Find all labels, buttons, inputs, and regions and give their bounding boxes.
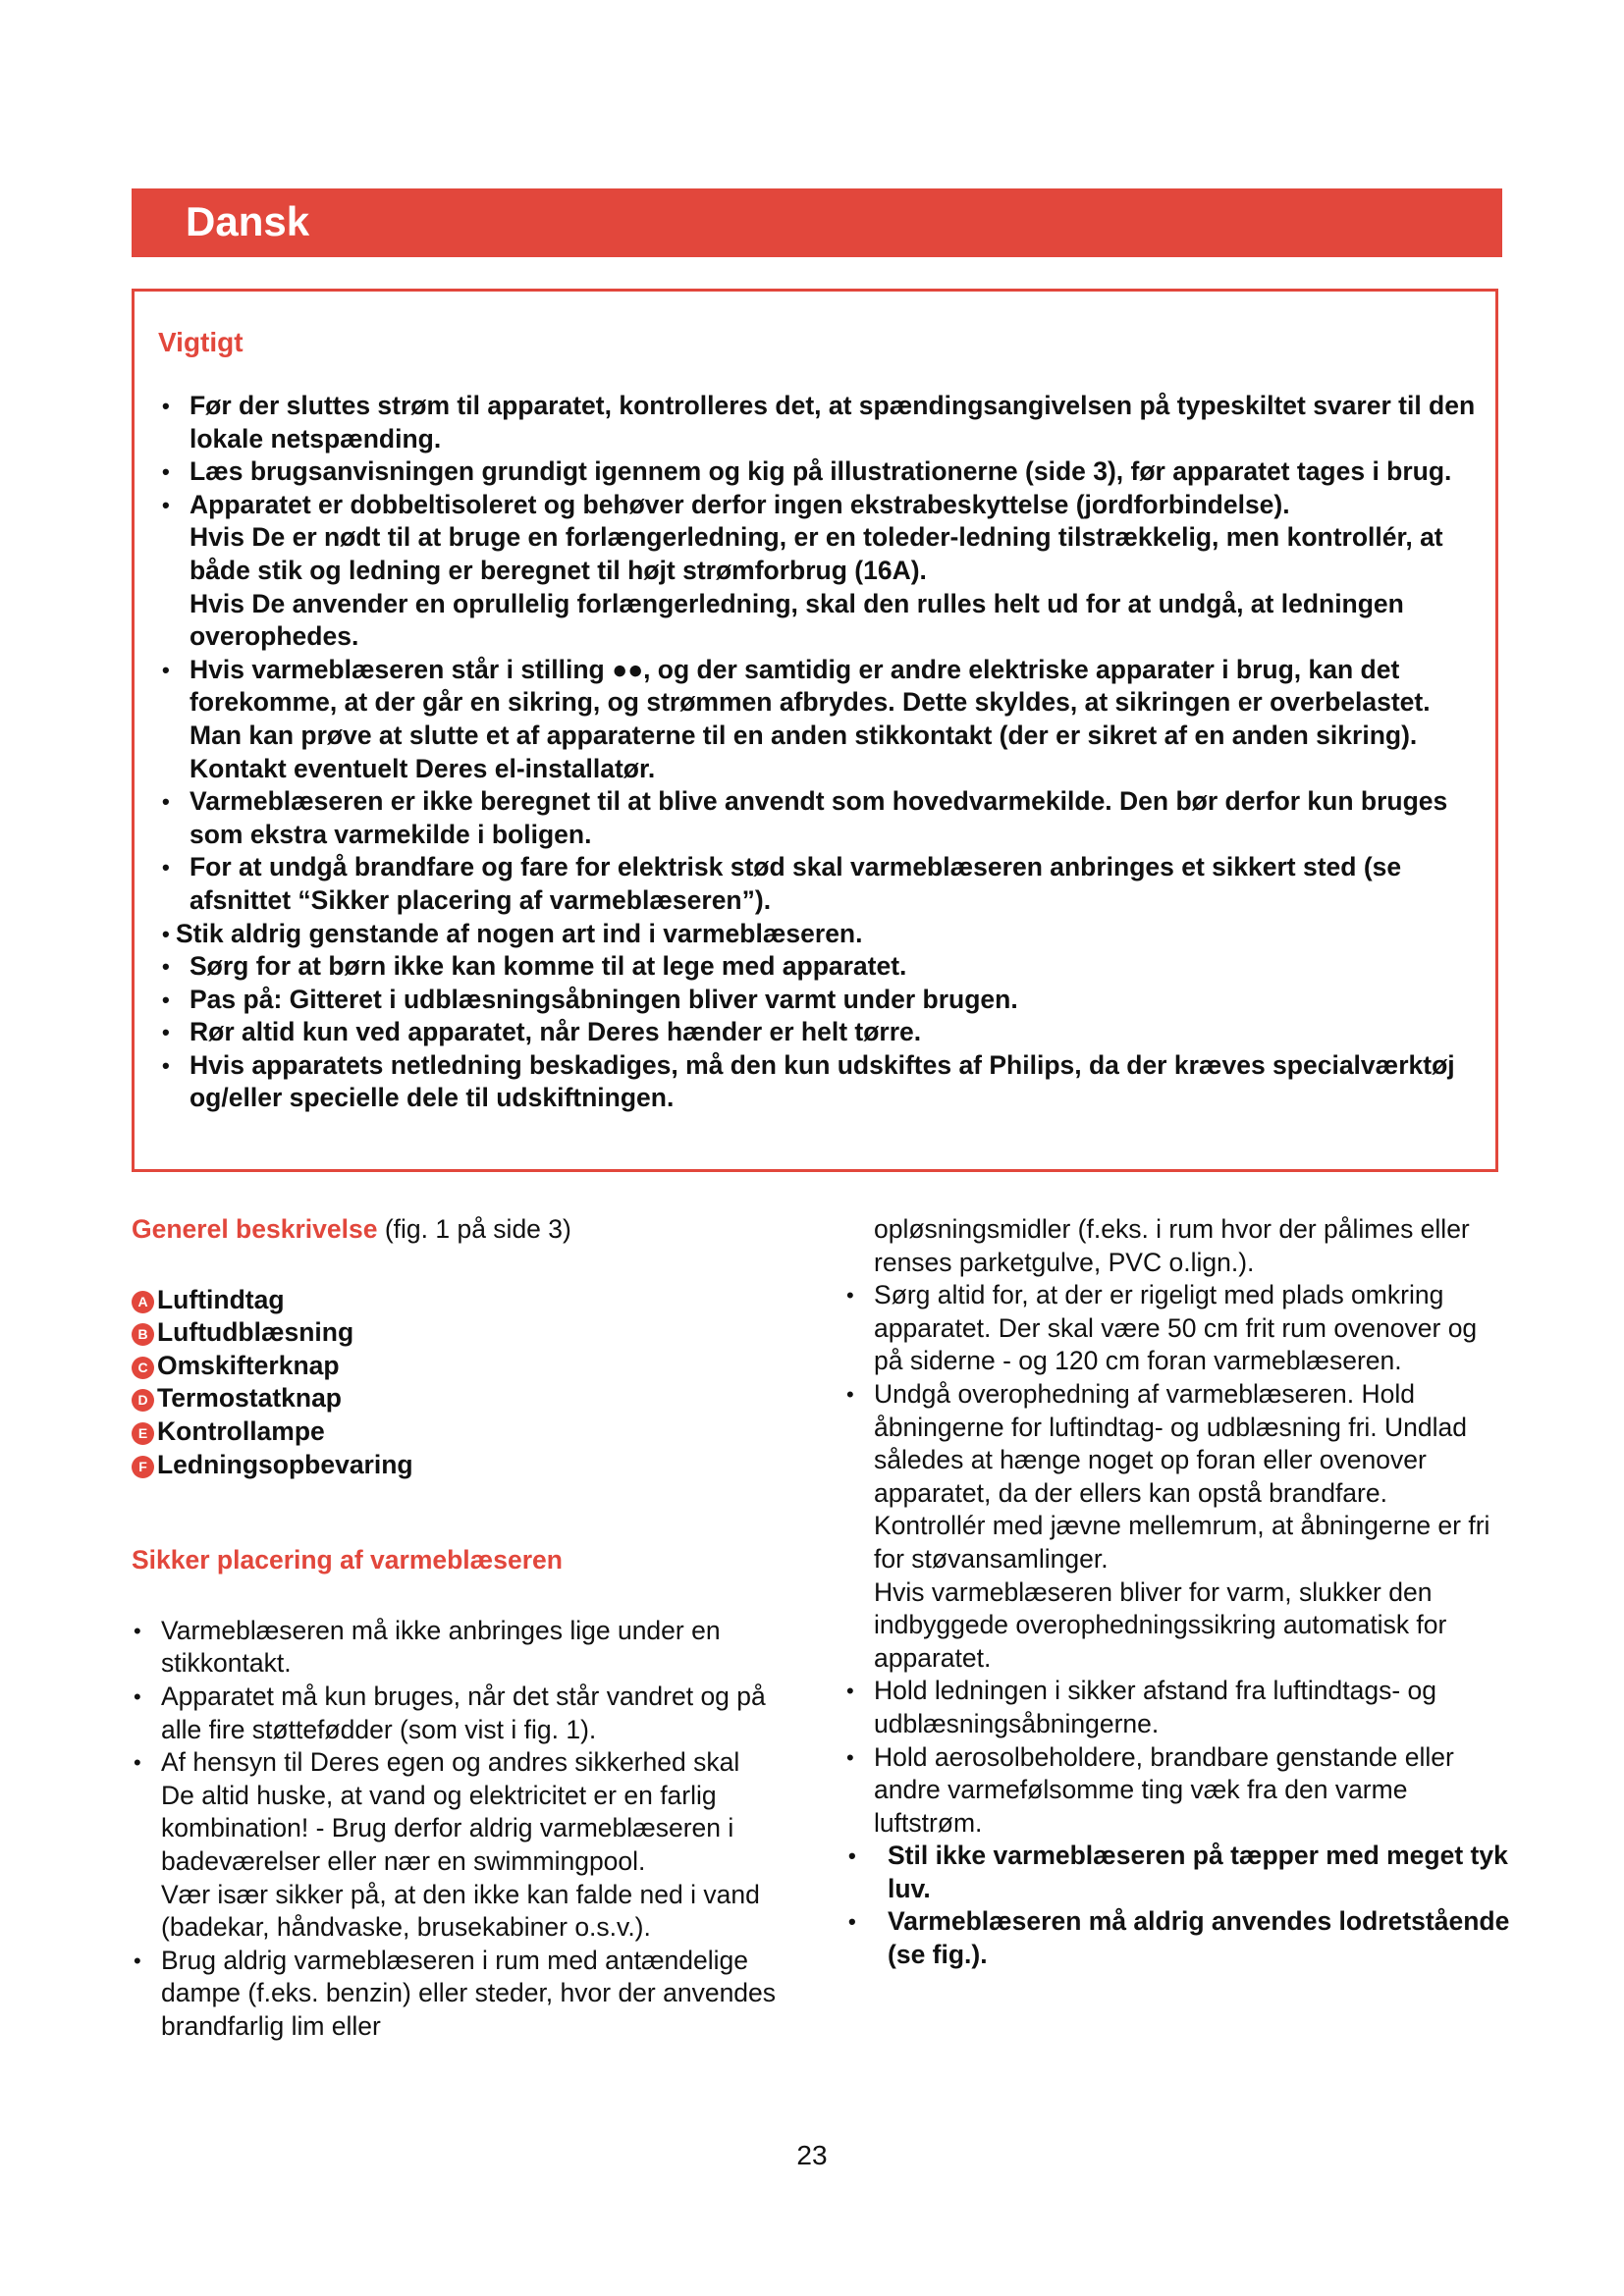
part-letter-d-icon: D [132, 1389, 154, 1412]
safe-placement-item: • Sørg altid for, at der er rigeligt med plads omkring apparatet. Der skal være 50 cm frit rum ovenover og på siderne - og 120 cm foran varmeblæseren. [844, 1279, 1512, 1378]
important-item: • Hvis apparatets netledning beskadiges, må den kun udskiftes af Philips, da der kræves specialværktøj og/eller specielle dele til udskiftningen. [158, 1049, 1479, 1115]
important-list [158, 390, 1479, 1115]
language-title: Dansk [186, 198, 310, 244]
warning-item: • Stil ikke varmeblæseren på tæpper med meget tyk luv. [844, 1840, 1512, 1905]
part-item: A Luftindtag [132, 1284, 780, 1317]
important-item: • Sørg for at børn ikke kan komme til at lege med apparatet. [158, 950, 1479, 984]
left-column [132, 1213, 780, 2043]
right-column [844, 1213, 1512, 1972]
part-letter-f-icon: F [132, 1456, 154, 1478]
important-item: • Varmeblæseren er ikke beregnet til at blive anvendt som hovedvarmekilde. Den bør derfor kun bruges som ekstra varmekilde i boligen. [158, 785, 1479, 851]
part-item: E Kontrollampe [132, 1415, 780, 1449]
safe-placement-item: • Af hensyn til Deres egen og andres sikkerhed skal De altid huske, at vand og elektricitet er en farlig kombination! - Brug derfor aldrig varmeblæseren i badeværelser eller nær en swimmingpool. Vær især sikker på, at den ikke kan falde ned i vand (badekar, håndvaske, brusekabiner o.s.v.). [132, 1746, 780, 1945]
safe-placement-item: • Apparatet må kun bruges, når det står vandret og på alle fire støttefødder (som vist i fig. 1). [132, 1681, 780, 1746]
important-item: • Apparatet er dobbeltisoleret og behøver derfor ingen ekstrabeskyttelse (jordforbindelse). Hvis De er nødt til at bruge en forlængerledning, er en toleder-ledning tilstrækkelig, men kontrollér, at både stik og ledning er beregnet til højt strømforbrug (16A). Hvis De anvender en oprullelig forlængerledning, skal den rulles helt ud for at undgå, at ledningen overophedes. [158, 489, 1479, 654]
safe-placement-item: • Varmeblæseren må ikke anbringes lige under en stikkontakt. [132, 1615, 780, 1681]
figure-reference: (fig. 1 på side 3) [384, 1214, 571, 1244]
part-item: D Termostatknap [132, 1382, 780, 1415]
part-letter-b-icon: B [132, 1323, 154, 1346]
page-number: 23 [796, 2140, 828, 2170]
safe-placement-list-continued [844, 1279, 1512, 1971]
part-item: C Omskifterknap [132, 1350, 780, 1383]
part-letter-e-icon: E [132, 1422, 154, 1445]
language-header-bar [132, 188, 1502, 257]
continuation-text: opløsningsmidler (f.eks. i rum hvor der pålimes eller renses parketgulve, PVC o.lign.). [874, 1214, 1470, 1277]
part-item: F Ledningsopbevaring [132, 1449, 780, 1482]
important-item: • For at undgå brandfare og fare for elektrisk stød skal varmeblæseren anbringes et sikkert sted (se afsnittet “Sikker placering af varmeblæseren”). [158, 851, 1479, 917]
important-item: • Rør altid kun ved apparatet, når Deres hænder er helt tørre. [158, 1016, 1479, 1049]
part-letter-c-icon: C [132, 1357, 154, 1379]
general-description-heading: Generel beskrivelse (fig. 1 på side 3) [132, 1214, 571, 1244]
important-item: • Før der sluttes strøm til apparatet, kontrolleres det, at spændingsangivelsen på typeskiltet svarer til den lokale netspænding. [158, 390, 1479, 455]
part-item: B Luftudblæsning [132, 1316, 780, 1350]
parts-list [132, 1284, 780, 1482]
safe-placement-item: • Hold aerosolbeholdere, brandbare genstande eller andre varmefølsomme ting væk fra den varme luftstrøm. [844, 1741, 1512, 1841]
part-letter-a-icon: A [132, 1291, 154, 1313]
safe-placement-item: • Brug aldrig varmeblæseren i rum med antændelige dampe (f.eks. benzin) eller steder, hvor der anvendes brandfarlig lim eller [132, 1945, 780, 2044]
warning-item: • Varmeblæseren må aldrig anvendes lodretstående (se fig.). [844, 1905, 1512, 1971]
important-item: • Pas på: Gitteret i udblæsningsåbningen bliver varmt under brugen. [158, 984, 1479, 1017]
safe-placement-item: • Undgå overophedning af varmeblæseren. Hold åbningerne for luftindtag- og udblæsning fri. Undlad således at hænge noget op foran eller ovenover apparatet, da der ellers kan opstå brandfare. Kontrollér med jævne mellemrum, at åbningerne er fri for støvansamlinger. Hvis varmeblæseren bliver for varm, slukker den indbyggede overophedningssikring automatisk for apparatet. [844, 1378, 1512, 1675]
important-item: • Hvis varmeblæseren står i stilling ●●, og der samtidig er andre elektriske apparater i brug, kan det forekomme, at der går en sikring, og strømmen afbrydes. Dette skyldes, at sikringen er overbelastet. Man kan prøve at slutte et af apparaterne til en anden stikkontakt (der er sikret af en anden sikring). Kontakt eventuelt Deres el-installatør. [158, 654, 1479, 785]
important-heading: Vigtigt [158, 327, 244, 357]
important-item: • Stik aldrig genstande af nogen art ind i varmeblæseren. [158, 918, 1479, 951]
safe-placement-heading: Sikker placering af varmeblæseren [132, 1545, 563, 1575]
important-notice-box [132, 289, 1498, 1172]
safe-placement-item: • Hold ledningen i sikker afstand fra luftindtags- og udblæsningsåbningerne. [844, 1675, 1512, 1740]
important-item: • Læs brugsanvisningen grundigt igennem og kig på illustrationerne (side 3), før apparatet tages i brug. [158, 455, 1479, 489]
safe-placement-list [132, 1615, 780, 2044]
